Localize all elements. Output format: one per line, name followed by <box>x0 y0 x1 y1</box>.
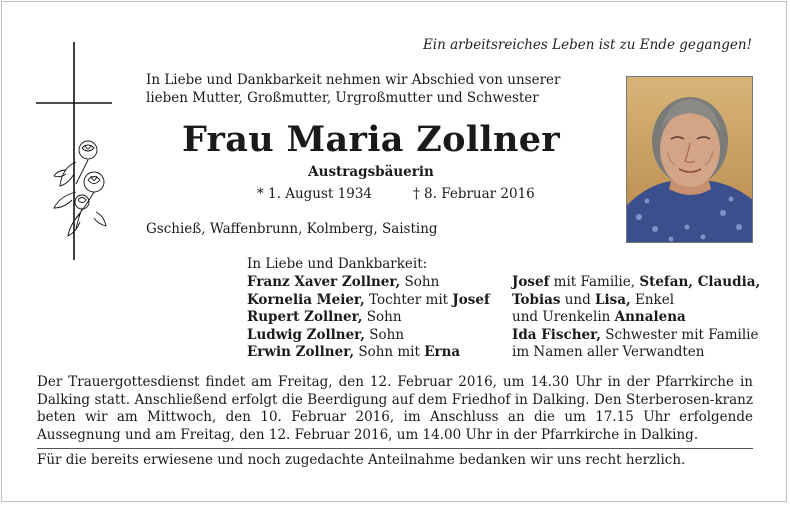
mourner-name: Rupert Zollner, <box>247 309 363 325</box>
portrait-illustration <box>627 77 753 243</box>
mourner-line <box>512 344 760 362</box>
mourner-relation: Sohn <box>400 274 440 290</box>
mourner-relation: Enkel <box>630 291 675 308</box>
mourner-relation: und <box>560 291 596 308</box>
mourner-line <box>512 274 760 292</box>
mourner-name: Ida Fischer, <box>512 326 601 343</box>
divider <box>37 448 753 449</box>
mourner-relation: im Namen aller Verwandten <box>512 344 705 360</box>
deceased-name: Frau Maria Zollner <box>181 119 561 160</box>
mourner-name: Josef <box>452 291 490 308</box>
mourner-relation: Tochter mit <box>364 291 453 308</box>
birth-date: * 1. August 1934 <box>257 186 372 202</box>
mourner-relation: und Urenkelin <box>512 309 615 325</box>
service-text: Der Trauergottesdienst findet am Freitag, den 12. Februar 2016, um 14.30 Uhr in der Pfarrkirche in Dalking statt. Anschließend erfolgt die Beerdigung auf dem Friedhof in Dalking. Den Sterberosen-kranz beten wir am Mittwoch, den 10. Februar 2016, im Anschluss an die um 17.15 Uhr erfolgende Aussegnung und am Freitag, den 12. Februar 2016, um 14.00 Uhr in der Pfarrkirche in Dalking. <box>37 374 753 443</box>
intro-line-1: In Liebe und Dankbarkeit nehmen wir Abschied von unserer <box>146 72 561 88</box>
mourner-line <box>247 309 490 327</box>
mourner-line <box>247 292 490 310</box>
cross-with-roses-icon <box>36 42 112 262</box>
mourners-left <box>247 274 490 362</box>
mourner-name: Erwin Zollner, <box>247 344 355 360</box>
mourner-name: Ludwig Zollner, <box>247 326 365 343</box>
mourner-relation: Sohn mit <box>354 344 425 360</box>
mourner-line <box>247 344 490 362</box>
mourner-name: Erna <box>424 344 461 360</box>
portrait-photo <box>626 76 753 243</box>
mourner-name: Josef <box>512 274 550 290</box>
intro-line-2: lieben Mutter, Großmutter, Urgroßmutter und Schwester <box>146 90 539 106</box>
mourner-line <box>247 274 490 292</box>
intro-text <box>146 71 606 107</box>
mourner-line <box>512 309 760 327</box>
places: Gschieß, Waffenbrunn, Kolmberg, Saisting <box>146 221 438 237</box>
mourner-relation: mit Familie, <box>549 274 640 290</box>
thanks-heading: In Liebe und Dankbarkeit: <box>247 256 428 272</box>
mourners-right <box>512 274 760 362</box>
mourner-line <box>512 292 760 310</box>
mourner-relation: Sohn <box>362 309 402 325</box>
mourner-relation: Schwester mit Familie <box>600 326 759 343</box>
mourner-name: Annalena <box>614 309 686 325</box>
closing-text: Für die bereits erwiesene und noch zugedachte Anteilnahme bedanken wir uns recht herzlich. <box>37 452 686 468</box>
mourner-name: Tobias <box>512 291 561 308</box>
mourner-relation: Sohn <box>365 326 405 343</box>
deceased-role: Austragsbäuerin <box>308 164 434 180</box>
mourner-name: Stefan, Claudia, <box>639 274 761 290</box>
mourner-line <box>247 327 490 345</box>
mourner-name: Lisa, <box>595 291 631 308</box>
mourner-line <box>512 327 760 345</box>
mourner-name: Franz Xaver Zollner, <box>247 274 401 290</box>
motto: Ein arbeitsreiches Leben ist zu Ende gegangen! <box>422 37 752 53</box>
mourner-name: Kornelia Meier, <box>247 291 365 308</box>
death-date: † 8. Februar 2016 <box>413 186 535 202</box>
